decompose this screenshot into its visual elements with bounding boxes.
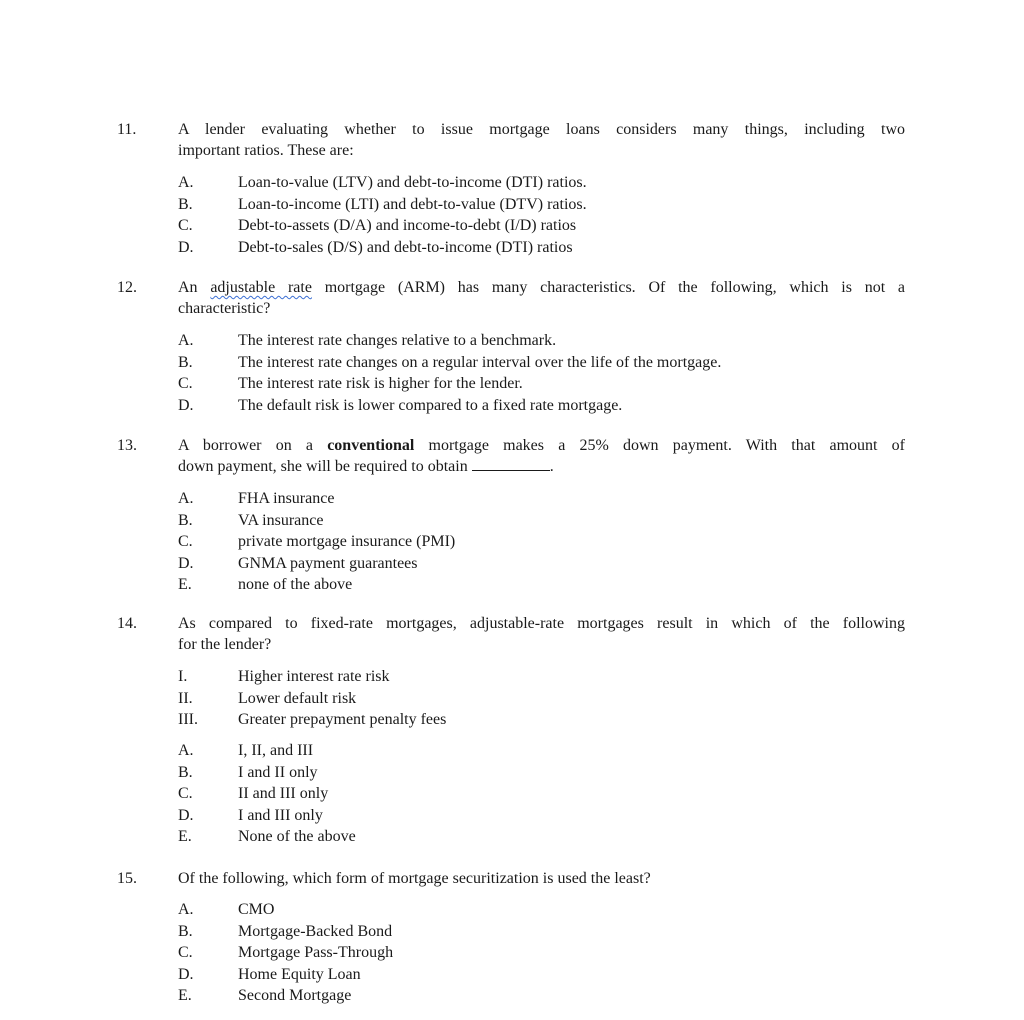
options-list [178,172,905,258]
option-text: The interest rate changes relative to a benchmark. [238,332,557,349]
question-number: 15. [117,870,137,887]
statement-i [178,666,905,688]
statement-text: Lower default risk [238,689,357,707]
statement-text: Greater prepayment penalty fees [238,711,447,728]
statement-iii [178,709,905,731]
option-letter: B. [178,511,193,529]
option-d [178,964,905,986]
option-text: Debt-to-sales (D/S) and debt-to-income (DTI) ratios [238,238,573,256]
options-list [178,330,905,416]
option-text: none of the above [238,576,353,593]
stem-text: mortgage makes a 25% down payment. With that amount of [414,437,905,454]
option-letter: D. [178,965,194,983]
option-letter: D. [178,238,194,256]
option-text: private mortgage insurance (PMI) [238,533,456,550]
option-a [178,899,905,921]
option-text: The interest rate risk is higher for the lender. [238,375,523,392]
option-text: Debt-to-assets (D/A) and income-to-debt (I/D) ratios [238,217,577,234]
spellcheck-flagged-text[interactable]: adjustable rate [210,279,312,296]
option-e [178,826,905,848]
stem-line: characteristic? [178,300,271,317]
emphasis-text: conventional [327,437,415,454]
option-letter: A. [178,174,194,191]
option-letter: A. [178,490,194,507]
option-letter: B. [178,763,193,781]
option-a [178,488,905,510]
stem-text: down payment, she will be required to obtain [178,458,472,475]
option-b [178,352,905,374]
option-text: Home Equity Loan [238,965,361,983]
stem-text: mortgage (ARM) has many characteristics. Of the following, which is not a [311,279,905,296]
question-number: 12. [117,279,137,296]
statement-numeral: I. [178,668,188,685]
stem-text: An [178,279,211,296]
stem-line [178,277,905,298]
option-text: II and III only [238,785,329,802]
statement-numeral: III. [178,711,198,728]
stem-line [178,456,905,477]
option-text: FHA insurance [238,490,335,507]
option-d [178,237,905,259]
option-text: Mortgage Pass-Through [238,944,394,961]
stem-text: . [549,458,554,475]
option-text: Second Mortgage [238,987,352,1004]
option-text: VA insurance [238,511,324,529]
option-c [178,373,905,395]
question-stem [178,868,905,889]
option-letter: E. [178,987,192,1004]
question-number: 11. [117,121,137,138]
option-c [178,942,905,964]
option-text: None of the above [238,828,356,845]
option-text: Loan-to-value (LTV) and debt-to-income (DTI) ratios. [238,174,587,191]
stem-line: Of the following, which form of mortgage securitization is used the least? [178,870,651,887]
option-letter: B. [178,353,193,371]
option-letter: C. [178,217,193,234]
option-text: The default risk is lower compared to a fixed rate mortgage. [238,396,623,414]
option-letter: B. [178,195,193,213]
option-letter: A. [178,901,194,918]
option-c [178,531,905,553]
stem-line: for the lender? [178,636,272,653]
statements-list [178,666,905,731]
stem-line: A lender evaluating whether to issue mortgage loans considers many things, including two [178,121,905,138]
option-letter: D. [178,554,194,572]
option-a [178,172,905,194]
option-d [178,553,905,575]
option-a [178,330,905,352]
option-letter: E. [178,576,192,593]
option-letter: A. [178,742,194,759]
option-a [178,740,905,762]
option-text: The interest rate changes on a regular interval over the life of the mortgage. [238,353,722,371]
option-letter: C. [178,375,193,392]
option-letter: E. [178,828,192,845]
option-b [178,194,905,216]
question-stem [178,613,905,655]
option-text: I and II only [238,763,318,781]
question-stem [178,119,905,161]
option-letter: D. [178,396,194,414]
question-number: 14. [117,615,137,632]
option-text: Loan-to-income (LTI) and debt-to-value (DTV) ratios. [238,195,587,213]
stem-line [178,435,905,456]
options-list [178,899,905,1007]
statement-numeral: II. [178,689,193,707]
option-text: I and III only [238,806,323,824]
option-letter: A. [178,332,194,349]
stem-text: A borrower on a [178,437,328,454]
option-e [178,574,905,596]
option-b [178,762,905,784]
option-text: CMO [238,901,275,918]
option-letter: C. [178,944,193,961]
option-letter: D. [178,806,194,824]
fill-in-blank [472,456,550,471]
question-stem [178,435,905,477]
option-letter: C. [178,785,193,802]
stem-line: important ratios. These are: [178,142,354,159]
option-d [178,395,905,417]
option-c [178,215,905,237]
options-list [178,488,905,596]
statement-ii [178,688,905,710]
stem-line: As compared to fixed-rate mortgages, adjustable-rate mortgages result in which of the following [178,615,905,632]
options-list [178,740,905,848]
option-e [178,985,905,1007]
option-text: I, II, and III [238,742,314,759]
option-letter: B. [178,922,193,940]
option-b [178,510,905,532]
option-d [178,805,905,827]
option-letter: C. [178,533,193,550]
question-stem [178,277,905,319]
option-c [178,783,905,805]
statement-text: Higher interest rate risk [238,668,390,685]
question-number: 13. [117,437,137,454]
option-text: Mortgage-Backed Bond [238,922,393,940]
option-b [178,921,905,943]
option-text: GNMA payment guarantees [238,554,418,572]
